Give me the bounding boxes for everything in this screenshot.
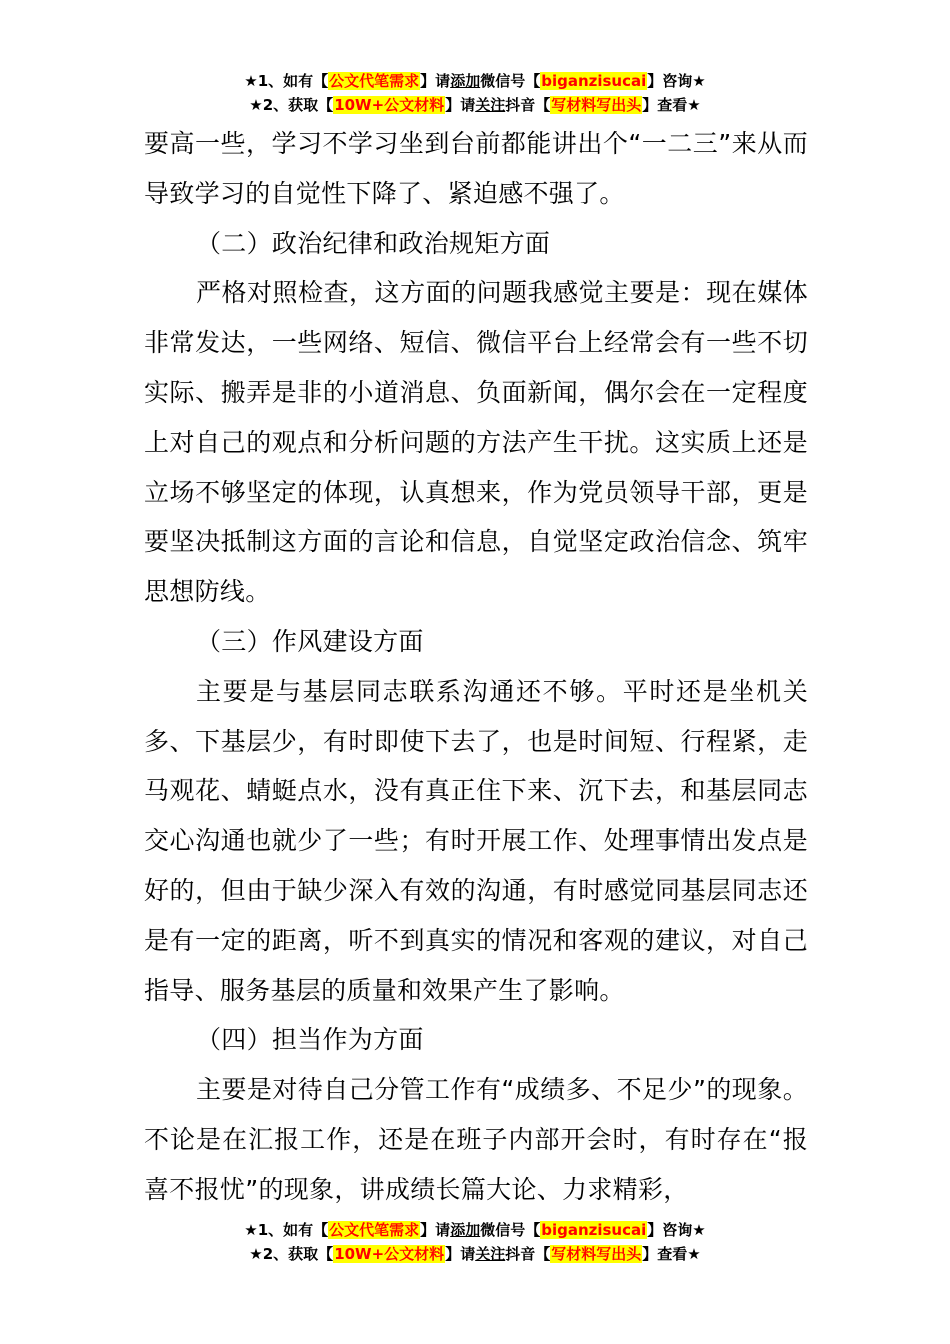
banner-highlight: 公文代笔需求 (329, 72, 420, 90)
banner-text: ★2、获取【 (249, 1245, 334, 1263)
banner-highlight: 10W+公文材料 (334, 96, 445, 114)
banner-underlined-text: 关注 (475, 96, 506, 114)
document-body (144, 119, 808, 1215)
paragraph: 主要是对待自己分管工作有“成绩多、不足少”的现象。不论是在汇报工作，还是在班子内部开会时，有时存在“报喜不报忧”的现象，讲成绩长篇大论、力求精彩， (144, 1075, 808, 1204)
banner-highlight: biganzisucai (541, 1221, 647, 1239)
banner-text: 】请 (420, 1221, 451, 1239)
banner-text: 抖音【 (505, 96, 551, 114)
banner-text: ★1、如有【 (244, 72, 329, 90)
banner-text: 】请 (445, 1245, 476, 1263)
banner-text: 】查看★ (642, 1245, 701, 1263)
banner-highlight: 公文代笔需求 (329, 1221, 420, 1239)
paragraph: 要高一些，学习不学习坐到台前都能讲出个“一二三”来从而导致学习的自觉性下降了、紧迫感不强了。 (144, 129, 808, 208)
banner-text: 抖音【 (505, 1245, 551, 1263)
section-heading: （三）作风建设方面 (196, 626, 424, 656)
banner-text: 微信号【 (480, 72, 541, 90)
banner-text: 】咨询★ (647, 72, 706, 90)
banner-text: 】请 (420, 72, 451, 90)
banner-line-1 (0, 1219, 950, 1243)
banner-text: ★1、如有【 (244, 1221, 329, 1239)
paragraph: 严格对照检查，这方面的问题我感觉主要是：现在媒体非常发达，一些网络、短信、微信平台上经常会有一些不切实际、搬弄是非的小道消息、负面新闻，偶尔会在一定程度上对自己的观点和分析问题的方法产生干扰。这实质上还是立场不够坚定的体现，认真想来，作为党员领导干部，更是要坚决抵制这方面的言论和信息，自觉坚定政治信念、筑牢思想防线。 (144, 278, 808, 607)
section-heading: （二）政治纪律和政治规矩方面 (196, 228, 551, 258)
paragraph: 主要是与基层同志联系沟通还不够。平时还是坐机关多、下基层少，有时即使下去了，也是时间短、行程紧，走马观花、蜻蜓点水，没有真正住下来、沉下去，和基层同志交心沟通也就少了一些；有时开展工作、处理事情出发点是好的，但由于缺少深入有效的沟通，有时感觉同基层同志还是有一定的距离，听不到真实的情况和客观的建议，对自己指导、服务基层的质量和效果产生了影响。 (144, 676, 808, 1005)
footer-banner (0, 1219, 950, 1267)
banner-line-1 (0, 70, 950, 94)
banner-highlight: biganzisucai (541, 72, 647, 90)
section-heading: （四）担当作为方面 (196, 1025, 424, 1055)
banner-highlight: 写材料写出头 (551, 1245, 642, 1263)
banner-line-2 (0, 94, 950, 118)
banner-underlined-text: 添加 (450, 1221, 481, 1239)
banner-text: 微信号【 (480, 1221, 541, 1239)
banner-text: 】请 (445, 96, 476, 114)
banner-underlined-text: 关注 (475, 1245, 506, 1263)
banner-text: 】查看★ (642, 96, 701, 114)
banner-highlight: 10W+公文材料 (334, 1245, 445, 1263)
banner-text: 】咨询★ (647, 1221, 706, 1239)
header-banner (0, 70, 950, 118)
banner-underlined-text: 添加 (450, 72, 481, 90)
banner-line-2 (0, 1243, 950, 1267)
banner-highlight: 写材料写出头 (551, 96, 642, 114)
banner-text: ★2、获取【 (249, 96, 334, 114)
